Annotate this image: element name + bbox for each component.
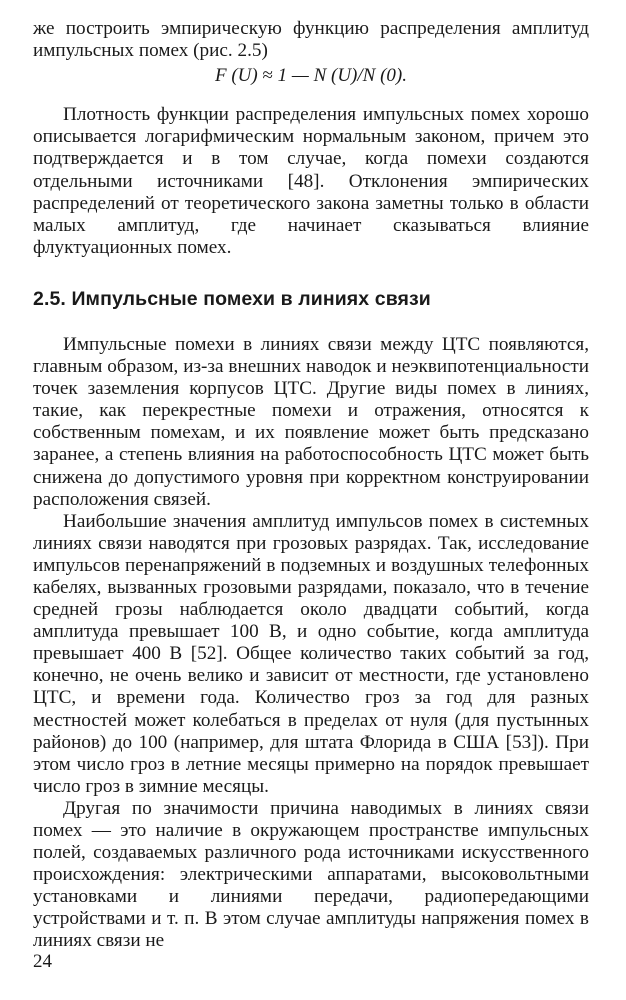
paragraph-lightning: Наибольшие значения амплитуд импульсов помех в системных линиях связи наводятся при грозовых разрядах. Так, исследование импульсов перенапряжений в подземных и воздушных телефонных кабелях, вызванных грозовыми разрядами, показало, что в течение средней грозы наблюдается около двадцати событий, когда амплитуда превышает 100 В, и одно событие, когда амплитуда превышает 400 В [52]. Общее количество таких событий за год, конечно, не очень велико и зависит от местности, где установлено ЦТС, и времени года. Количество гроз за год для разных местностей может колебаться в пределах от нуля (для пустынных районов) до 100 (например, для штата Флорида в США [53]). При этом число гроз в летние месяцы примерно на порядок превышает число гроз в зимние месяцы.	[33, 510, 589, 797]
page-body	[33, 18, 589, 953]
paragraph-artificial-sources: Другая по значимости причина наводимых в линиях связи помех — это наличие в окружающем пространстве импульсных полей, создаваемых различного рода источниками искусственного происхождения: электрическими аппаратами, высоковольтными установками и линиями передачи, радиопередающими устройствами и т. п. В этом случае амплитуды напряжения помех в линиях связи не	[33, 797, 589, 952]
formula-rhs: 1 — N (U)/N (0).	[277, 65, 407, 87]
formula-lhs: F (U)	[215, 65, 258, 87]
section-heading: 2.5. Импульсные помехи в линиях связи	[33, 287, 431, 310]
paragraph-line-noise: Импульсные помехи в линиях связи между ЦТС появляются, главным образом, из-за внешних наводок и неэквипотенциальности точек заземления корпусов ЦТС. Другие виды помех в линиях, такие, как перекрестные помехи и отражения, относятся к собственным помехам, и их появление может быть предсказано заранее, а степень влияния на работоспособность ЦТС может быть снижена до допустимого уровня при корректном конструировании расположения связей.	[33, 333, 589, 510]
page-number: 24	[33, 951, 52, 972]
formula-operator: ≈	[262, 65, 273, 87]
paragraph-continuation: же построить эмпирическую функцию распределения амплитуд импульсных помех (рис. 2.5)	[33, 18, 589, 62]
formula-distribution	[33, 65, 589, 87]
paragraph-density: Плотность функции распределения импульсных помех хорошо описывается логарифмическим нормальным законом, причем это подтверждается и в том случае, когда помехи создаются отдельными источниками [48]. Отклонения эмпирических распределений от теоретического закона заметны только в области малых амплитуд, где начинает сказываться влияние флуктуационных помех.	[33, 104, 589, 258]
